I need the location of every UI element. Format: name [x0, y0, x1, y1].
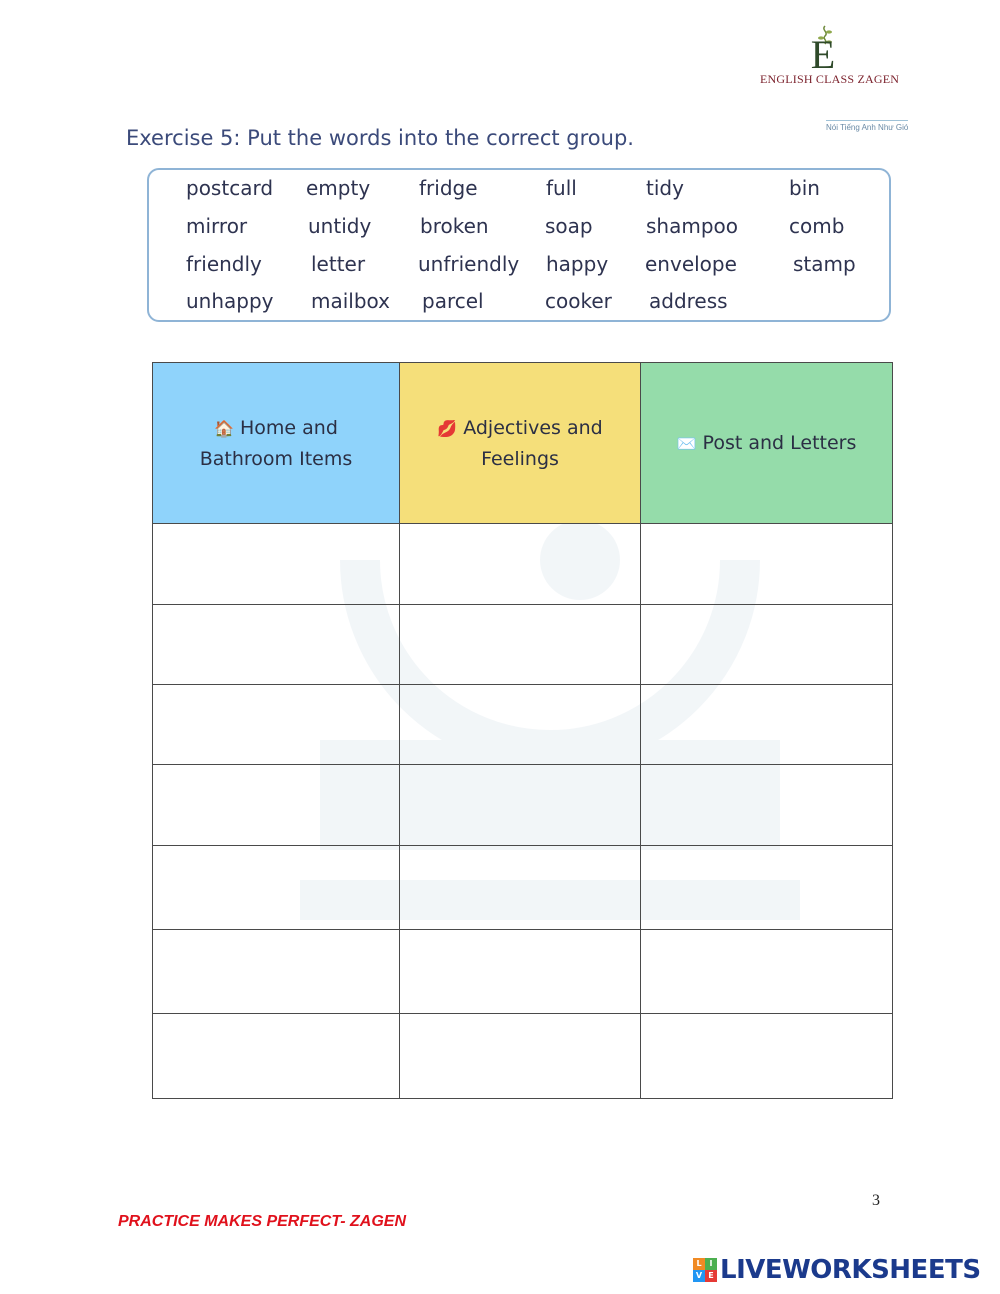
sorting-table [152, 362, 892, 1098]
page-number: 3 [872, 1192, 880, 1209]
word-bank-item: mailbox [311, 289, 391, 313]
category-header [152, 362, 400, 524]
answer-cell[interactable] [399, 845, 641, 930]
word-bank-item: comb [789, 214, 845, 238]
brand-icon-letter: E [705, 1270, 717, 1282]
answer-cell[interactable] [152, 523, 400, 605]
category-title-line1: Adjectives and [463, 416, 603, 439]
word-bank-item: stamp [793, 252, 856, 276]
word-bank-item: parcel [422, 289, 484, 313]
liveworksheets-icon [693, 1258, 717, 1282]
word-bank [147, 168, 891, 322]
word-bank-item: bin [789, 176, 820, 200]
word-bank-item: shampoo [646, 214, 739, 238]
word-bank-item: postcard [186, 176, 274, 200]
answer-cell[interactable] [399, 929, 641, 1014]
category-title-line2: Feelings [481, 447, 559, 470]
answer-cell[interactable] [399, 604, 641, 685]
letter-e-logo-icon [803, 24, 843, 72]
word-bank-item: letter [311, 252, 366, 276]
category-emoji-icon: 🏠 [214, 418, 234, 438]
answer-cell[interactable] [640, 604, 893, 685]
answer-cell[interactable] [640, 523, 893, 605]
answer-cell[interactable] [399, 764, 641, 846]
word-bank-item: untidy [308, 214, 372, 238]
word-bank-item: empty [306, 176, 371, 200]
word-bank-item: mirror [186, 214, 248, 238]
brand-icon-letter: I [705, 1258, 717, 1270]
word-bank-item: broken [420, 214, 489, 238]
answer-cell[interactable] [152, 929, 400, 1014]
word-bank-item: fridge [419, 176, 478, 200]
word-bank-item: unhappy [186, 289, 274, 313]
answer-cell[interactable] [640, 764, 893, 846]
word-bank-item: happy [546, 252, 609, 276]
liveworksheets-brand [693, 1254, 981, 1286]
answer-cell[interactable] [640, 929, 893, 1014]
answer-cell[interactable] [399, 1013, 641, 1099]
category-header [640, 362, 893, 524]
tagline: Nói Tiếng Anh Như Gió [826, 120, 908, 132]
word-bank-item: envelope [645, 252, 737, 276]
svg-text:E: E [810, 32, 836, 72]
answer-cell[interactable] [152, 764, 400, 846]
word-bank-item: cooker [545, 289, 612, 313]
answer-cell[interactable] [399, 684, 641, 765]
category-header [399, 362, 641, 524]
word-bank-item: soap [545, 214, 593, 238]
answer-cell[interactable] [640, 845, 893, 930]
category-title-line2: Bathroom Items [199, 447, 353, 470]
word-bank-item: friendly [186, 252, 262, 276]
answer-cell[interactable] [152, 604, 400, 685]
category-emoji-icon: ✉️ [676, 433, 697, 453]
word-bank-item: unfriendly [418, 252, 520, 276]
answer-cell[interactable] [152, 684, 400, 765]
word-bank-item: address [649, 289, 728, 313]
category-title-line1: Post and Letters [702, 431, 857, 454]
word-bank-item: tidy [646, 176, 684, 200]
brand-icon-letter: L [693, 1258, 705, 1270]
category-emoji-icon: 💋 [437, 418, 458, 438]
brand-icon-letter: V [693, 1270, 705, 1282]
answer-cell[interactable] [640, 684, 893, 765]
liveworksheets-wordmark: LIVEWORKSHEETS [720, 1255, 981, 1285]
answer-cell[interactable] [152, 845, 400, 930]
category-title-line1: Home and [240, 416, 338, 439]
answer-cell[interactable] [640, 1013, 893, 1099]
class-logo [760, 24, 900, 94]
footer-slogan: PRACTICE MAKES PERFECT- ZAGEN [118, 1213, 407, 1230]
exercise-title: Exercise 5: Put the words into the correct group. [126, 126, 634, 150]
answer-cell[interactable] [399, 523, 641, 605]
word-bank-item: full [546, 176, 577, 200]
answer-cell[interactable] [152, 1013, 400, 1099]
logo-text: ENGLISH CLASS ZAGEN [760, 72, 900, 86]
